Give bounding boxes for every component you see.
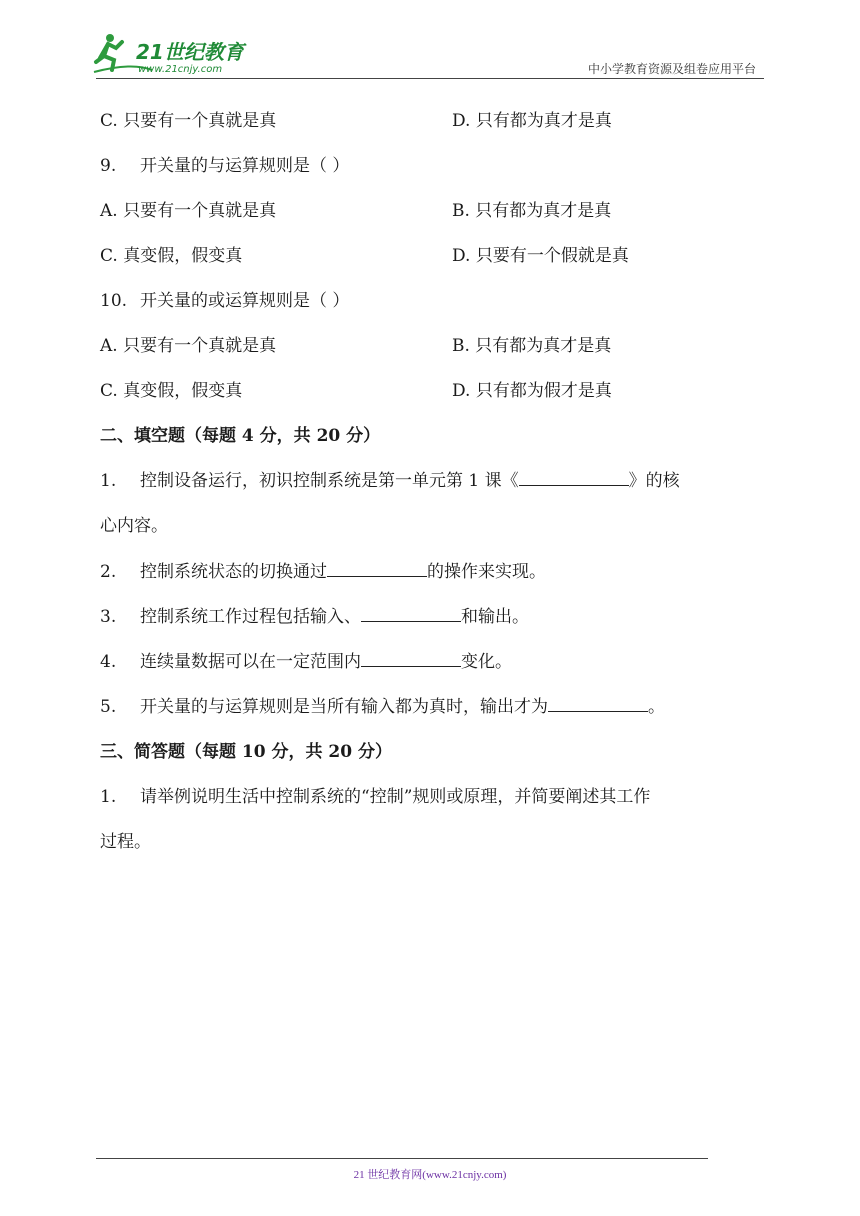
footer-link[interactable]: 21 世纪教育网(www.21cnjy.com) bbox=[353, 1169, 507, 1181]
short-answer-item-1-continued: 过程。 bbox=[100, 832, 151, 852]
footer-divider bbox=[96, 1158, 708, 1159]
fill-item-number: 3. bbox=[100, 607, 117, 627]
fill-item-text: 控制系统工作过程包括输入、 bbox=[140, 607, 361, 627]
fill-item-5 bbox=[100, 695, 665, 719]
short-answer-number: 1. bbox=[100, 787, 117, 807]
q10-option-c: C. 真变假，假变真 bbox=[100, 381, 243, 401]
q10-stem bbox=[100, 289, 349, 313]
q9-text: 开关量的与运算规则是（ ） bbox=[140, 156, 350, 176]
answer-blank[interactable] bbox=[519, 469, 629, 486]
fill-item-number: 4. bbox=[100, 652, 117, 672]
header-divider bbox=[96, 78, 764, 79]
page-header bbox=[0, 0, 860, 80]
fill-item-2 bbox=[100, 560, 546, 584]
q8-option-d: D. 只有都为真才是真 bbox=[452, 111, 612, 131]
q10-text: 开关量的或运算规则是（ ） bbox=[140, 291, 350, 311]
fill-item-1 bbox=[100, 469, 680, 493]
fill-item-text: 》的核 bbox=[628, 471, 680, 491]
fill-item-text: 变化。 bbox=[461, 652, 512, 672]
runner-logo-icon bbox=[92, 32, 262, 80]
fill-item-text: 控制设备运行，初识控制系统是第一单元第 1 课《 bbox=[140, 471, 519, 491]
answer-blank[interactable] bbox=[361, 605, 461, 622]
q10-options-ab bbox=[100, 334, 612, 358]
section-2-title: 二、填空题（每题 4 分，共 20 分） bbox=[100, 426, 381, 446]
q9-options-ab bbox=[100, 199, 612, 223]
answer-blank[interactable] bbox=[361, 650, 461, 667]
fill-item-number: 2. bbox=[100, 562, 117, 582]
answer-blank[interactable] bbox=[327, 560, 427, 577]
answer-blank[interactable] bbox=[548, 695, 648, 712]
q9-stem bbox=[100, 154, 349, 178]
svg-text:www.21cnjy.com: www.21cnjy.com bbox=[138, 64, 223, 75]
platform-name: 中小学教育资源及组卷应用平台 bbox=[587, 62, 756, 76]
fill-item-3 bbox=[100, 605, 529, 629]
q9-option-b: B. 只有都为真才是真 bbox=[452, 201, 612, 221]
q10-number: 10. bbox=[100, 291, 128, 311]
q10-option-d: D. 只有都为假才是真 bbox=[452, 381, 612, 401]
fill-item-4 bbox=[100, 650, 512, 674]
q10-option-a: A. 只要有一个真就是真 bbox=[100, 336, 277, 356]
q9-options-cd bbox=[100, 244, 629, 268]
fill-item-text: 连续量数据可以在一定范围内 bbox=[140, 652, 361, 672]
q8-option-c: C. 只要有一个真就是真 bbox=[100, 111, 277, 131]
q10-options-cd bbox=[100, 379, 612, 403]
q10-option-b: B. 只有都为真才是真 bbox=[452, 336, 612, 356]
q9-option-c: C. 真变假，假变真 bbox=[100, 246, 243, 266]
fill-item-1-continued: 心内容。 bbox=[100, 516, 168, 536]
section-3-title: 三、简答题（每题 10 分，共 20 分） bbox=[100, 742, 392, 762]
svg-text:21世纪教育: 21世纪教育 bbox=[136, 40, 244, 64]
fill-item-number: 1. bbox=[100, 471, 117, 491]
fill-item-text: 开关量的与运算规则是当所有输入都为真时，输出才为 bbox=[140, 697, 548, 717]
fill-item-number: 5. bbox=[100, 697, 117, 717]
q8-options-cd bbox=[100, 109, 612, 133]
q9-option-d: D. 只要有一个假就是真 bbox=[452, 246, 629, 266]
short-answer-text: 请举例说明生活中控制系统的“控制”规则或原理，并简要阐述其工作 bbox=[140, 787, 651, 807]
fill-item-text: 的操作来实现。 bbox=[427, 562, 546, 582]
fill-item-text: 。 bbox=[648, 697, 665, 717]
short-answer-item-1 bbox=[100, 785, 650, 809]
site-logo bbox=[92, 32, 262, 80]
fill-item-text: 控制系统状态的切换通过 bbox=[140, 562, 327, 582]
q9-number: 9. bbox=[100, 156, 117, 176]
q9-option-a: A. 只要有一个真就是真 bbox=[100, 201, 277, 221]
fill-item-text: 和输出。 bbox=[461, 607, 529, 627]
